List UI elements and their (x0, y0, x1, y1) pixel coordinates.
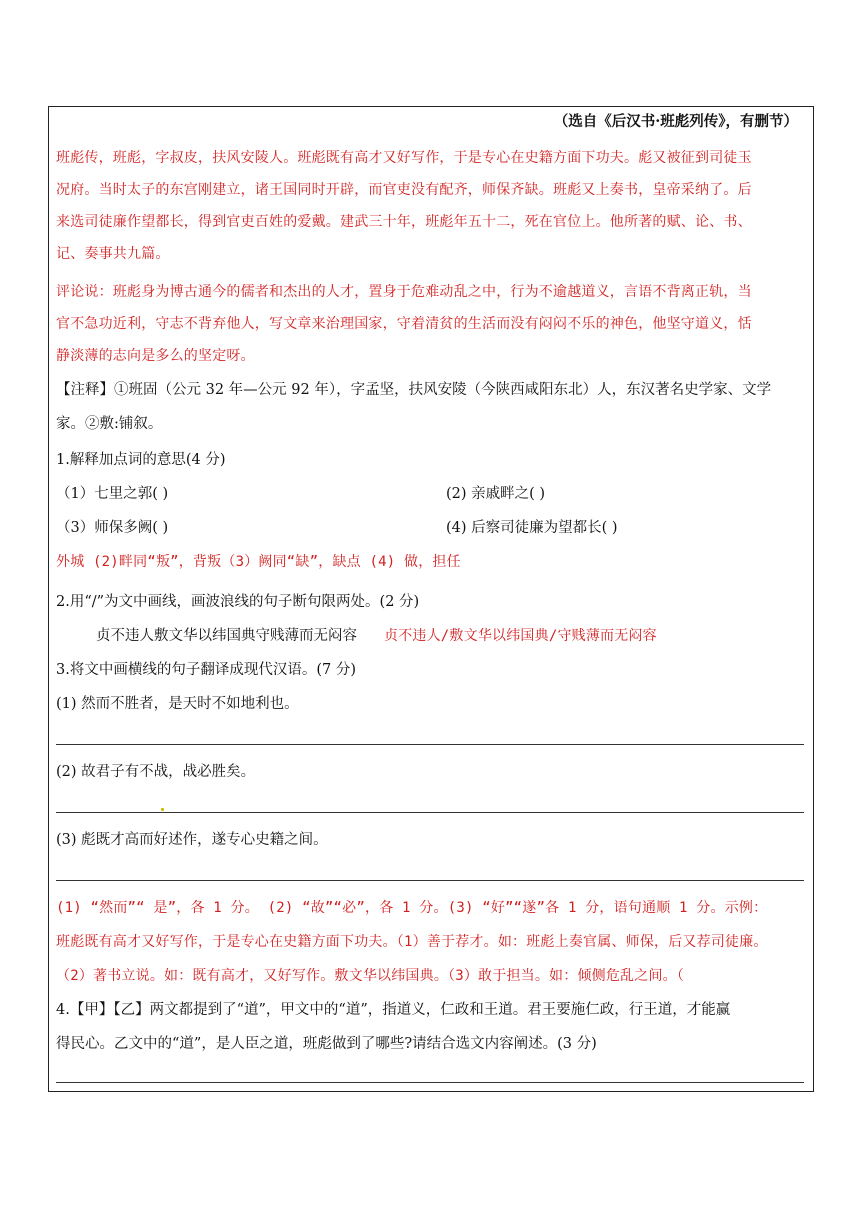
q3-answer-line: 班彪既有高才又好写作，于是专心在史籍方面下功夫。（1）善于荐才。如：班彪上奏官属、师保，后又荐司徒廉。 (56, 934, 768, 950)
notes-line: 【注释】①班固（公元 32 年—公元 92 年），字孟坚，扶风安陵（今陕西咸阳东北）人，东汉著名史学家、文学 (56, 382, 772, 398)
stray-mark (161, 808, 164, 811)
notes-line: 家。②敷:铺叙。 (56, 416, 163, 432)
q1-item-2: (2) 亲戚畔之( ) (446, 486, 546, 502)
translation-line: 来选司徒廉作望都长，得到官吏百姓的爱戴。建武三十年，班彪年五十二，死在官位上。他所著的赋、论、书、 (56, 214, 752, 230)
q2-title: 2.用“/”为文中画线，画波浪线的句子断句限两处。(2 分) (56, 594, 420, 610)
q1-item-1: （1）七里之郭( ) (56, 486, 169, 502)
answer-line (56, 744, 804, 745)
q3-item-1: (1) 然而不胜者，是天时不如地利也。 (56, 696, 299, 712)
comment-line: 静淡薄的志向是多么的坚定呀。 (56, 348, 255, 364)
translation-line: 记、奏事共九篇。 (56, 246, 170, 262)
q3-answer-line: (1) “然而”“ 是”，各 1 分。 (2) “故”“必”，各 1 分。(3) “好”“遂”各 1 分，语句通顺 1 分。示例： (56, 900, 768, 916)
comment-line: 官不急功近利，守志不背弃他人，写文章来治理国家，守着清贫的生活而没有闷闷不乐的神色，他坚守道义，恬 (56, 316, 752, 332)
answer-line (56, 812, 804, 813)
answer-line (56, 1082, 804, 1083)
translation-line: 况府。当时太子的东宫刚建立，诸王国同时开辟，而官吏没有配齐，师保齐缺。班彪又上奏书，皇帝采纳了。后 (56, 182, 752, 198)
translation-line: 班彪传，班彪，字叔皮，扶风安陵人。班彪既有高才又好写作，于是专心在史籍方面下功夫。彪又被征到司徒玉 (56, 150, 752, 166)
q3-answer-line: （2）著书立说。如：既有高才，又好写作。敷文华以纬国典。（3）敢于担当。如：倾侧危乱之间。（ (56, 968, 685, 984)
q1-title: 1.解释加点词的意思(4 分) (56, 452, 226, 468)
q4-line: 得民心。乙文中的“道”，是人臣之道，班彪做到了哪些?请结合选文内容阐述。(3 分) (56, 1036, 597, 1052)
q1-item-3: （3）师保多阙( ) (56, 520, 169, 536)
comment-line: 评论说：班彪身为博古通今的儒者和杰出的人才，置身于危难动乱之中，行为不逾越道义，言语不背离正轨，当 (56, 284, 752, 300)
q3-title: 3.将文中画横线的句子翻译成现代汉语。(7 分) (56, 662, 356, 678)
q3-item-2: (2) 故君子有不战，战必胜矣。 (56, 764, 256, 780)
source-citation: （选自《后汉书·班彪列传》，有删节） (553, 113, 798, 130)
q2-answer: 贞不违人/敷文华以纬国典/守贱薄而无闷容 (384, 628, 657, 644)
q1-answer: 外城 (2)畔同“叛”，背叛（3）阙同“缺”，缺点 (4) 做，担任 (56, 554, 461, 570)
q1-item-4: (4) 后察司徒廉为望都长( ) (446, 520, 618, 536)
q2-sentence: 贞不违人敷文华以纬国典守贱薄而无闷容 (96, 628, 357, 644)
answer-line (56, 880, 804, 881)
q4-line: 4.【甲】【乙】两文都提到了“道”，甲文中的“道”，指道义，仁政和王道。君王要施仁政，行王道，才能赢 (56, 1002, 731, 1018)
q3-item-3: (3) 彪既才高而好述作，遂专心史籍之间。 (56, 832, 328, 848)
